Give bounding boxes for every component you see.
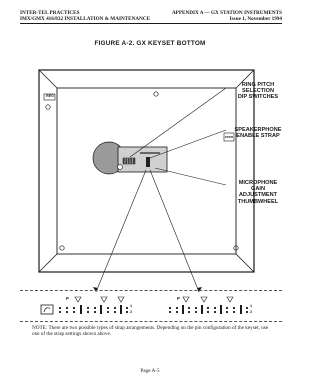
strap-right-label-1: 1 bbox=[250, 304, 252, 308]
strap-right-label-p: P bbox=[177, 296, 180, 301]
page-number: Page A-5 bbox=[140, 368, 160, 374]
callout-microphone-line1: MICROPHONE bbox=[238, 180, 278, 186]
figure-title: FIGURE A-2. GX KEYSET BOTTOM bbox=[94, 40, 206, 47]
strap-divider-bottom bbox=[20, 321, 282, 322]
callout-speakerphone-line2: ENABLE STRAP bbox=[236, 133, 280, 140]
strap-left-diagram bbox=[41, 297, 128, 314]
figure-note: NOTE: There are two possible types of strap arrangements. Depending on the pin configuration of the keyset, use one of the strap settings shown above. bbox=[32, 325, 269, 338]
strap-left-label-2: 2 bbox=[130, 310, 132, 314]
callout-microphone-line3: ADJUSTMENT bbox=[238, 192, 278, 199]
spkr-label: SPKR bbox=[224, 135, 234, 139]
strap-right-label-2: 2 bbox=[250, 310, 252, 314]
callout-speakerphone-line1: SPEAKERPHONE bbox=[234, 127, 282, 133]
callout-ring-pitch-line2: SELECTION bbox=[241, 88, 274, 95]
strap-left-label-1: 1 bbox=[130, 304, 132, 308]
header-left-line1: INTER-TEL PRACTICES bbox=[20, 10, 80, 16]
strap-right-diagram bbox=[169, 297, 248, 314]
callout-ring-pitch-line3: DIP SWITCHES bbox=[237, 94, 279, 101]
callout-ring-pitch-line1: RING PITCH bbox=[241, 82, 275, 88]
callout-microphone-line4: THUMBWHEEL bbox=[237, 198, 279, 205]
strap-left-label-p: P bbox=[66, 296, 69, 301]
callout-microphone-line2: GAIN bbox=[251, 186, 265, 193]
header-right-line2: Issue 1, November 1994 bbox=[229, 16, 282, 22]
reg-label: REG bbox=[46, 94, 54, 98]
header-left-line2: IMX/GMX 416/832 INSTALLATION & MAINTENANCE bbox=[20, 16, 151, 22]
header-right-line1: APPENDIX A — GX STATION INSTRUMENTS bbox=[171, 10, 282, 16]
